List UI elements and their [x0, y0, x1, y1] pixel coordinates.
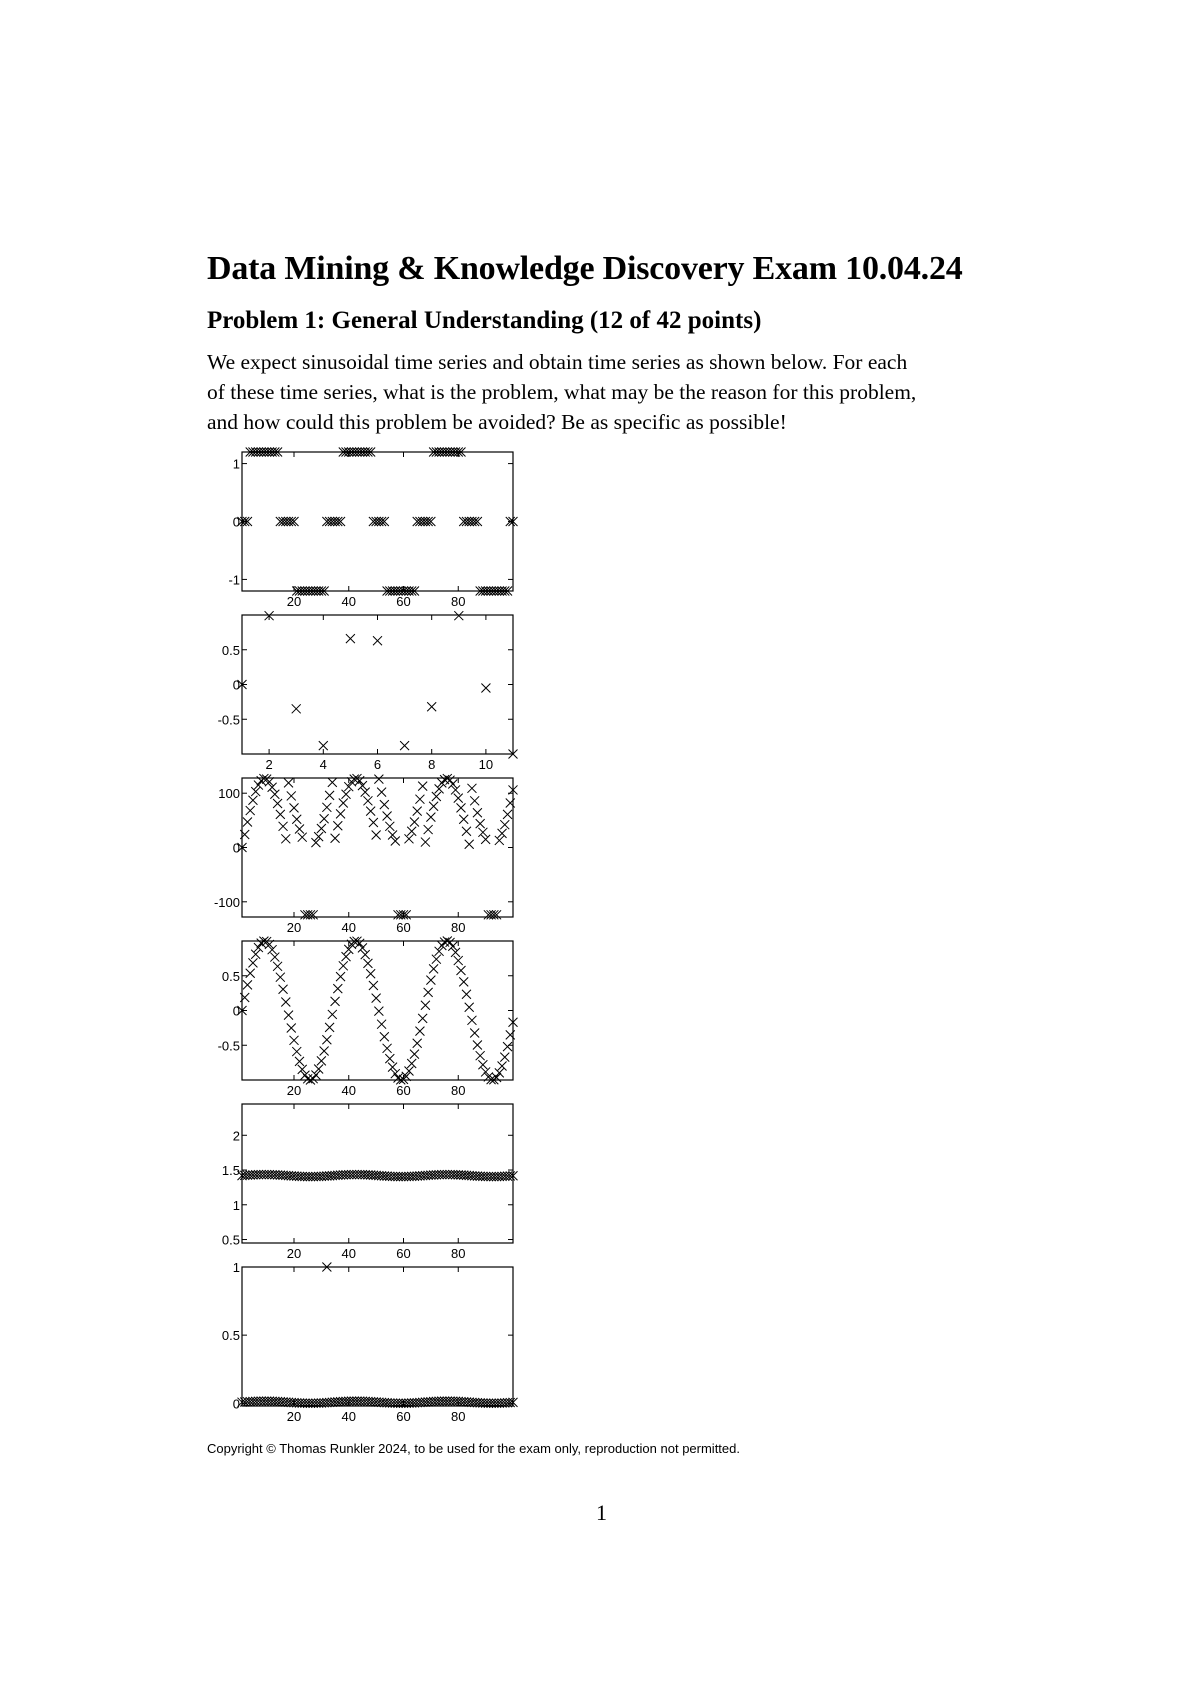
- data-point-marker: [385, 822, 394, 831]
- x-tick-label: 20: [286, 1083, 302, 1098]
- y-tick-label: 1: [232, 1260, 240, 1275]
- problem-description-line: of these time series, what is the problem, what may be the reason for this problem,: [207, 380, 917, 404]
- data-point-marker: [467, 1016, 476, 1025]
- plot-panel-1: [228, 448, 517, 610]
- data-point-marker: [476, 819, 485, 828]
- problem-heading: Problem 1: General Understanding (12 of 42 points): [207, 307, 762, 334]
- data-point-marker: [287, 1024, 296, 1033]
- problem-description: [207, 347, 1007, 437]
- data-point-marker: [281, 997, 290, 1006]
- data-point-marker: [383, 812, 392, 821]
- data-point-marker: [257, 939, 266, 948]
- data-point-marker: [418, 782, 427, 791]
- data-point-marker: [339, 798, 348, 807]
- data-point-marker: [248, 796, 257, 805]
- data-point-marker: [432, 955, 441, 964]
- data-point-marker: [426, 813, 435, 822]
- x-tick-label: 80: [451, 1246, 466, 1261]
- data-point-marker: [342, 790, 351, 799]
- x-tick-label: 40: [341, 1083, 356, 1098]
- data-point-marker: [290, 803, 299, 812]
- data-point-marker: [380, 1032, 389, 1041]
- data-point-marker: [498, 829, 507, 838]
- y-tick-label: 0: [232, 677, 240, 693]
- data-point-marker: [503, 810, 512, 819]
- data-point-marker: [407, 1059, 416, 1068]
- data-point-marker: [476, 1051, 485, 1060]
- data-point-marker: [470, 796, 479, 805]
- data-point-marker: [369, 818, 378, 827]
- data-point-marker: [374, 775, 383, 784]
- x-tick-label: 40: [341, 594, 356, 609]
- data-point-marker: [279, 985, 288, 994]
- data-point-marker: [248, 958, 257, 967]
- data-point-marker: [413, 1039, 422, 1048]
- data-point-marker: [276, 810, 285, 819]
- data-point-marker: [465, 840, 474, 849]
- plot-panel-5: [222, 1104, 518, 1261]
- data-point-marker: [424, 988, 433, 997]
- data-point-marker: [363, 796, 372, 805]
- data-point-marker: [413, 807, 422, 816]
- data-point-marker: [385, 1054, 394, 1063]
- data-point-marker: [320, 1047, 329, 1056]
- data-point-marker: [498, 1061, 507, 1070]
- data-point-marker: [410, 817, 419, 826]
- data-point-marker: [344, 782, 353, 791]
- data-point-marker: [459, 977, 468, 986]
- y-tick-label: 0: [232, 1396, 240, 1412]
- data-point-marker: [295, 825, 304, 834]
- data-point-marker: [328, 1010, 337, 1019]
- y-tick-label: 1.5: [221, 1163, 240, 1179]
- data-point-marker: [454, 956, 463, 965]
- data-point-marker: [380, 800, 389, 809]
- x-tick-label: 60: [396, 1246, 411, 1261]
- data-point-marker: [462, 827, 471, 836]
- copyright-notice: Copyright © Thomas Runkler 2024, to be used for the exam only, reproduction not permitted.: [207, 1441, 740, 1456]
- data-point-marker: [500, 820, 509, 829]
- data-point-marker: [243, 980, 252, 989]
- data-point-marker: [404, 834, 413, 843]
- data-point-marker: [473, 808, 482, 817]
- y-tick-label: 0.5: [221, 642, 240, 658]
- data-point-marker: [246, 969, 255, 978]
- data-point-marker: [317, 824, 326, 833]
- data-point-marker: [369, 981, 378, 990]
- data-point-marker: [429, 964, 438, 973]
- data-point-marker: [467, 784, 476, 793]
- data-point-marker: [415, 1027, 424, 1036]
- data-point-marker: [358, 943, 367, 952]
- data-point-marker: [342, 952, 351, 961]
- data-point-marker: [503, 1042, 512, 1051]
- data-point-marker: [421, 1001, 430, 1010]
- y-tick-label: 1: [232, 1197, 240, 1213]
- x-tick-label: 4: [319, 757, 327, 772]
- x-tick-label: 20: [286, 1246, 302, 1261]
- data-point-marker: [374, 1007, 383, 1016]
- x-tick-label: 10: [478, 757, 494, 772]
- data-point-marker: [427, 702, 436, 711]
- y-tick-label: -1: [228, 572, 240, 588]
- plot-panel-6: [222, 1260, 518, 1424]
- data-point-marker: [377, 788, 386, 797]
- data-point-marker: [292, 815, 301, 824]
- x-tick-label: 80: [451, 1409, 466, 1424]
- x-tick-label: 60: [396, 920, 411, 935]
- x-tick-label: 2: [265, 757, 273, 772]
- data-point-marker: [478, 828, 487, 837]
- data-point-marker: [495, 836, 504, 845]
- data-point-marker: [319, 741, 328, 750]
- x-tick-label: 40: [341, 1246, 356, 1261]
- x-tick-label: 80: [451, 1083, 466, 1098]
- data-point-marker: [328, 778, 337, 787]
- data-point-marker: [429, 802, 438, 811]
- data-point-marker: [333, 821, 342, 830]
- data-point-marker: [243, 817, 252, 826]
- plot-frame: [242, 615, 513, 754]
- y-tick-label: -0.5: [217, 1038, 240, 1054]
- data-point-marker: [333, 984, 342, 993]
- y-tick-label: 0.5: [221, 1232, 240, 1248]
- data-point-marker: [270, 953, 279, 962]
- y-tick-label: 0.5: [221, 968, 240, 984]
- data-point-marker: [470, 1029, 479, 1038]
- data-point-marker: [281, 834, 290, 843]
- y-tick-label: 0: [232, 840, 240, 856]
- data-point-marker: [462, 990, 471, 999]
- data-point-marker: [426, 976, 435, 985]
- data-point-marker: [346, 634, 355, 643]
- data-point-marker: [298, 833, 307, 842]
- data-point-marker: [366, 969, 375, 978]
- time-series-plots: [200, 440, 540, 1424]
- data-point-marker: [366, 807, 375, 816]
- data-point-marker: [372, 994, 381, 1003]
- data-point-marker: [336, 809, 345, 818]
- data-point-marker: [273, 799, 282, 808]
- data-point-marker: [481, 835, 490, 844]
- y-tick-label: 100: [218, 786, 240, 802]
- data-point-marker: [481, 1067, 490, 1076]
- data-point-marker: [373, 636, 382, 645]
- data-point-marker: [415, 795, 424, 804]
- data-point-marker: [317, 1056, 326, 1065]
- data-point-marker: [454, 611, 463, 620]
- page-number: 1: [596, 1500, 607, 1525]
- data-point-marker: [410, 1050, 419, 1059]
- x-tick-label: 80: [451, 594, 466, 609]
- plot-frame: [242, 1267, 513, 1406]
- data-point-marker: [292, 1047, 301, 1056]
- data-point-marker: [339, 961, 348, 970]
- data-point-marker: [377, 1020, 386, 1029]
- data-point-marker: [424, 825, 433, 834]
- data-point-marker: [284, 1011, 293, 1020]
- data-point-marker: [372, 831, 381, 840]
- y-tick-label: 1: [232, 456, 240, 472]
- data-point-marker: [273, 962, 282, 971]
- data-point-marker: [481, 683, 490, 692]
- y-tick-label: 0.5: [221, 1328, 240, 1344]
- data-point-marker: [290, 1036, 299, 1045]
- data-point-marker: [331, 997, 340, 1006]
- y-tick-label: -0.5: [217, 712, 240, 728]
- plot-panel-2: [218, 611, 518, 772]
- data-point-marker: [292, 704, 301, 713]
- data-point-marker: [251, 950, 260, 959]
- data-point-marker: [465, 1003, 474, 1012]
- data-point-marker: [459, 815, 468, 824]
- data-point-marker: [284, 778, 293, 787]
- problem-description-line: We expect sinusoidal time series and obtain time series as shown below. For each: [207, 350, 908, 374]
- plot-panel-3: [214, 774, 518, 935]
- data-point-marker: [495, 1068, 504, 1077]
- x-tick-label: 60: [396, 1083, 411, 1098]
- x-tick-label: 20: [286, 594, 302, 609]
- data-point-marker: [322, 803, 331, 812]
- y-tick-label: -100: [213, 894, 240, 910]
- data-point-marker: [276, 973, 285, 982]
- problem-description-line: and how could this problem be avoided? Be as specific as possible!: [207, 410, 787, 434]
- data-point-marker: [432, 792, 441, 801]
- data-point-marker: [407, 827, 416, 836]
- x-tick-label: 60: [396, 1409, 411, 1424]
- x-tick-label: 80: [451, 920, 466, 935]
- data-point-marker: [473, 1040, 482, 1049]
- data-point-marker: [279, 822, 288, 831]
- x-tick-label: 6: [373, 757, 382, 772]
- data-point-marker: [320, 814, 329, 823]
- data-point-marker: [325, 1023, 334, 1032]
- y-tick-label: 0: [232, 514, 240, 530]
- data-point-marker: [456, 966, 465, 975]
- data-point-marker: [331, 834, 340, 843]
- x-tick-label: 20: [286, 920, 302, 935]
- data-point-marker: [361, 950, 370, 959]
- x-tick-label: 60: [396, 594, 411, 609]
- x-tick-label: 8: [428, 757, 436, 772]
- data-point-marker: [400, 741, 409, 750]
- x-tick-label: 40: [341, 920, 356, 935]
- data-point-marker: [456, 803, 465, 812]
- data-point-marker: [344, 945, 353, 954]
- data-point-marker: [325, 791, 334, 800]
- y-tick-label: 2: [232, 1128, 240, 1144]
- data-point-marker: [287, 791, 296, 800]
- x-tick-label: 20: [286, 1409, 302, 1424]
- data-point-marker: [478, 1060, 487, 1069]
- data-point-marker: [383, 1044, 392, 1053]
- plot-panel-4: [218, 937, 518, 1098]
- exam-title: Data Mining & Knowledge Discovery Exam 10.04.24: [207, 250, 963, 287]
- data-point-marker: [421, 838, 430, 847]
- data-point-marker: [454, 794, 463, 803]
- data-point-marker: [500, 1053, 509, 1062]
- x-tick-label: 40: [341, 1409, 356, 1424]
- y-tick-label: 0: [232, 1003, 240, 1019]
- data-point-marker: [270, 790, 279, 799]
- data-point-marker: [295, 1057, 304, 1066]
- data-point-marker: [246, 806, 255, 815]
- data-point-marker: [254, 943, 263, 952]
- data-point-marker: [336, 972, 345, 981]
- data-point-marker: [363, 959, 372, 968]
- data-point-marker: [418, 1014, 427, 1023]
- data-point-marker: [322, 1035, 331, 1044]
